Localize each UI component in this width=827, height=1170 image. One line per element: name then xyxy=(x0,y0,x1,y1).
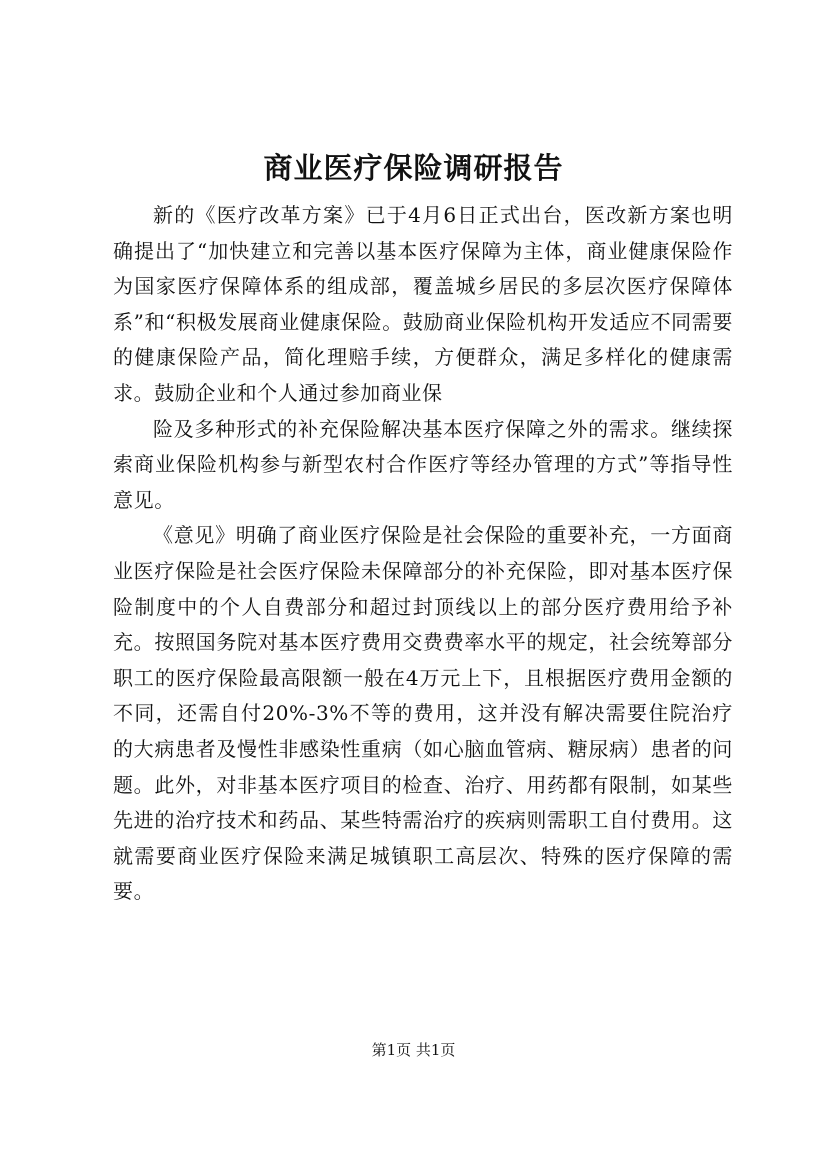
document-title: 商业医疗保险调研报告 xyxy=(263,151,564,185)
document-body xyxy=(113,198,733,910)
paragraph-1: 新的《医疗改革方案》已于4月6日正式出台，医改新方案也明确提出了“加快建立和完善以基本医疗保障为主体，商业健康保险作为国家医疗保障体系的组成部，覆盖城乡居民的多层次医疗保障体系”和“积极发展商业健康保险。鼓励商业保险机构开发适应不同需要的健康保险产品，简化理赔手续，方便群众，满足多样化的健康需求。鼓励企业和个人通过参加商业保 xyxy=(113,203,733,405)
paragraph-2: 险及多种形式的补充保险解决基本医疗保障之外的需求。继续探索商业保险机构参与新型农村合作医疗等经办管理的方式”等指导性意见。 xyxy=(113,416,733,512)
paragraph-3: 《意见》明确了商业医疗保险是社会保险的重要补充，一方面商业医疗保险是社会医疗保险未保障部分的补充保险，即对基本医疗保险制度中的个人自费部分和超过封顶线以上的部分医疗费用给予补充。按照国务院对基本医疗费用交费费率水平的规定，社会统筹部分职工的医疗保险最高限额一般在4万元上下，且根据医疗费用金额的不同，还需自付20%-3%不等的费用，这并没有解决需要住院治疗的大病患者及慢性非感染性重病（如心脑血管病、糖尿病）患者的问题。此外，对非基本医疗项目的检查、治疗、用药都有限制，如某些先进的治疗技术和药品、某些特需治疗的疾病则需职工自付费用。这就需要商业医疗保险来满足城镇职工高层次、特殊的医疗保障的需要。 xyxy=(113,523,733,904)
page-number-footer: 第1页 共1页 xyxy=(371,1041,456,1059)
